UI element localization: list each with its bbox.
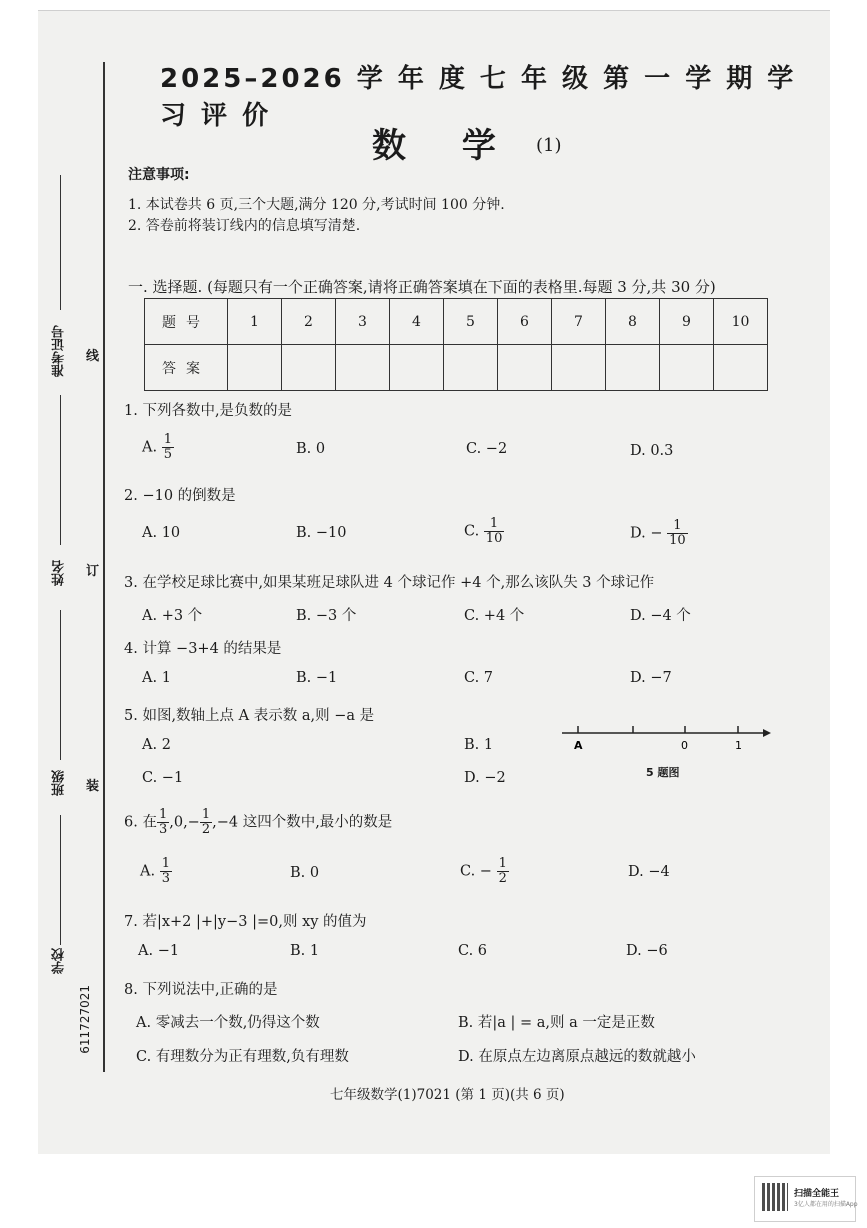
question-7-option-c: C. 6 [458, 943, 488, 959]
answer-table [144, 298, 768, 391]
qr-code-icon [762, 1183, 788, 1211]
school-blank [60, 815, 61, 945]
subject-title: 数 学 [372, 126, 518, 166]
section-1-heading: 一. 选择题. (每题只有一个正确答案,请将正确答案填在下面的表格里.每题 3 分,共 30 分) [128, 278, 716, 296]
answer-cell-4[interactable] [390, 345, 444, 391]
question-1-option-c: C. −2 [466, 441, 508, 457]
question-3-option-c: C. +4 个 [464, 608, 525, 624]
numerator: 1 [161, 856, 170, 871]
answer-cell-7[interactable] [552, 345, 606, 391]
option-label: D. − [630, 525, 663, 542]
question-1-option-a [142, 433, 174, 462]
question-1-option-d: D. 0.3 [630, 443, 674, 459]
question-4-option-d: D. −7 [630, 670, 672, 686]
answer-cell-6[interactable] [498, 345, 552, 391]
table-number-7: 7 [552, 299, 606, 345]
question-6-option-c [460, 857, 509, 886]
question-8-stem: 8. 下列说法中,正确的是 [124, 982, 278, 998]
question-4-option-a: A. 1 [142, 670, 171, 686]
table-number-4: 4 [390, 299, 444, 345]
numerator: 1 [667, 519, 688, 534]
question-5-option-b: B. 1 [464, 737, 494, 753]
cut-mark-zhuang: 装 [86, 779, 100, 794]
question-1-stem: 1. 下列各数中,是负数的是 [124, 403, 293, 419]
option-label: C. [464, 523, 480, 540]
question-3-option-d: D. −4 个 [630, 608, 691, 624]
question-5-option-d: D. −2 [464, 770, 506, 786]
question-3-stem: 3. 在学校足球比赛中,如果某班足球队进 4 个球记作 +4 个,那么该队失 3 个球记作 [124, 575, 655, 591]
table-number-5: 5 [444, 299, 498, 345]
question-2-option-b: B. −10 [296, 525, 347, 541]
number-line-figure [558, 718, 774, 758]
denominator: 2 [498, 871, 507, 886]
table-number-9: 9 [660, 299, 714, 345]
one-label: 1 [735, 739, 742, 752]
note-item-1: 1. 本试卷共 6 页,三个大题,满分 120 分,考试时间 100 分钟. [128, 197, 505, 213]
barcode-number: 611727021 [78, 985, 92, 1054]
brand-name: 扫描全能王 [794, 1189, 840, 1199]
stem-text: ,−4 这四个数中,最小的数是 [212, 814, 393, 831]
question-3-option-a: A. +3 个 [142, 608, 203, 624]
exam-title: 2025–2026 学 年 度 七 年 级 第 一 学 期 学 习 评 价 [160, 64, 797, 131]
exam-id-label: 准考证号 [52, 325, 67, 377]
answer-table-row-answers [145, 345, 768, 391]
numerator: 1 [163, 432, 172, 447]
option-label: C. − [460, 863, 492, 880]
table-number-10: 10 [714, 299, 768, 345]
fraction [497, 857, 509, 886]
answer-cell-9[interactable] [660, 345, 714, 391]
stem-text: ,0,− [169, 814, 200, 831]
class-blank [60, 610, 61, 760]
numerator: 1 [201, 807, 211, 822]
cut-mark-line: 线 [86, 349, 100, 364]
question-8-option-b: B. 若|a | = a,则 a 一定是正数 [458, 1015, 655, 1031]
question-4-option-c: C. 7 [464, 670, 494, 686]
fraction [160, 857, 172, 886]
school-label: 学校 [52, 948, 67, 974]
table-number-1: 1 [228, 299, 282, 345]
question-7-stem: 7. 若|x+2 |+|y−3 |=0,则 xy 的值为 [124, 914, 367, 930]
name-label: 姓名 [52, 560, 67, 586]
fraction [667, 519, 688, 548]
question-5-option-c: C. −1 [142, 770, 184, 786]
question-6-option-b: B. 0 [290, 865, 320, 881]
question-1-option-b: B. 0 [296, 441, 326, 457]
option-label: A. [140, 863, 156, 880]
fraction [157, 808, 169, 837]
scanner-brand [794, 1186, 858, 1208]
point-a-label: A [574, 739, 583, 752]
question-8-option-c: C. 有理数分为正有理数,负有理数 [136, 1049, 349, 1065]
denominator: 3 [161, 871, 170, 886]
table-label-answer: 答案 [145, 345, 228, 391]
question-2-option-d [630, 519, 688, 548]
denominator: 2 [201, 822, 211, 837]
page-footer: 七年级数学(1)7021 (第 1 页)(共 6 页) [330, 1087, 565, 1103]
exam-id-blank [60, 175, 61, 310]
class-label: 班级 [52, 770, 67, 796]
denominator: 10 [669, 533, 686, 548]
answer-cell-8[interactable] [606, 345, 660, 391]
table-number-6: 6 [498, 299, 552, 345]
question-4-stem: 4. 计算 −3+4 的结果是 [124, 641, 282, 657]
name-blank [60, 395, 61, 545]
table-label-number: 题号 [145, 299, 228, 345]
note-item-2: 2. 答卷前将装订线内的信息填写清楚. [128, 218, 361, 234]
zero-label: 0 [681, 739, 688, 752]
question-2-option-a: A. 10 [142, 525, 181, 541]
question-2-option-c [464, 517, 504, 546]
question-6-option-a [140, 857, 172, 886]
question-6-option-d: D. −4 [628, 864, 670, 880]
denominator: 3 [158, 822, 168, 837]
brand-sub: 3亿人都在用的扫描App [794, 1201, 858, 1208]
fraction [484, 517, 505, 546]
option-label: A. [142, 439, 158, 456]
question-2-stem: 2. −10 的倒数是 [124, 488, 236, 504]
question-5-option-a: A. 2 [142, 737, 171, 753]
binding-line [103, 62, 105, 1072]
question-8-option-d: D. 在原点左边离原点越远的数就越小 [458, 1049, 696, 1065]
table-number-3: 3 [336, 299, 390, 345]
question-8-option-a: A. 零减去一个数,仍得这个数 [136, 1015, 320, 1031]
table-number-8: 8 [606, 299, 660, 345]
question-5-stem: 5. 如图,数轴上点 A 表示数 a,则 −a 是 [124, 708, 375, 724]
question-6-stem [124, 808, 392, 837]
denominator: 10 [485, 531, 503, 546]
answer-cell-2[interactable] [282, 345, 336, 391]
fraction [200, 808, 212, 837]
numerator: 1 [158, 807, 168, 822]
numerator: 1 [498, 856, 507, 871]
answer-cell-5[interactable] [444, 345, 498, 391]
cut-mark-ding: 订 [86, 564, 100, 579]
denominator: 5 [163, 447, 172, 462]
numerator: 1 [484, 517, 505, 532]
subject-number: (1) [536, 135, 562, 156]
fraction [162, 433, 174, 462]
answer-cell-3[interactable] [336, 345, 390, 391]
stem-text: 6. 在 [124, 814, 157, 831]
answer-cell-10[interactable] [714, 345, 768, 391]
question-7-option-a: A. −1 [138, 943, 180, 959]
figure-caption: 5 题图 [646, 766, 680, 779]
number-line-arrow [763, 729, 771, 737]
answer-table-row-numbers [145, 299, 768, 345]
question-7-option-b: B. 1 [290, 943, 320, 959]
question-7-option-d: D. −6 [626, 943, 668, 959]
table-number-2: 2 [282, 299, 336, 345]
question-4-option-b: B. −1 [296, 670, 338, 686]
notes-heading: 注意事项: [128, 167, 190, 183]
answer-cell-1[interactable] [228, 345, 282, 391]
question-3-option-b: B. −3 个 [296, 608, 357, 624]
